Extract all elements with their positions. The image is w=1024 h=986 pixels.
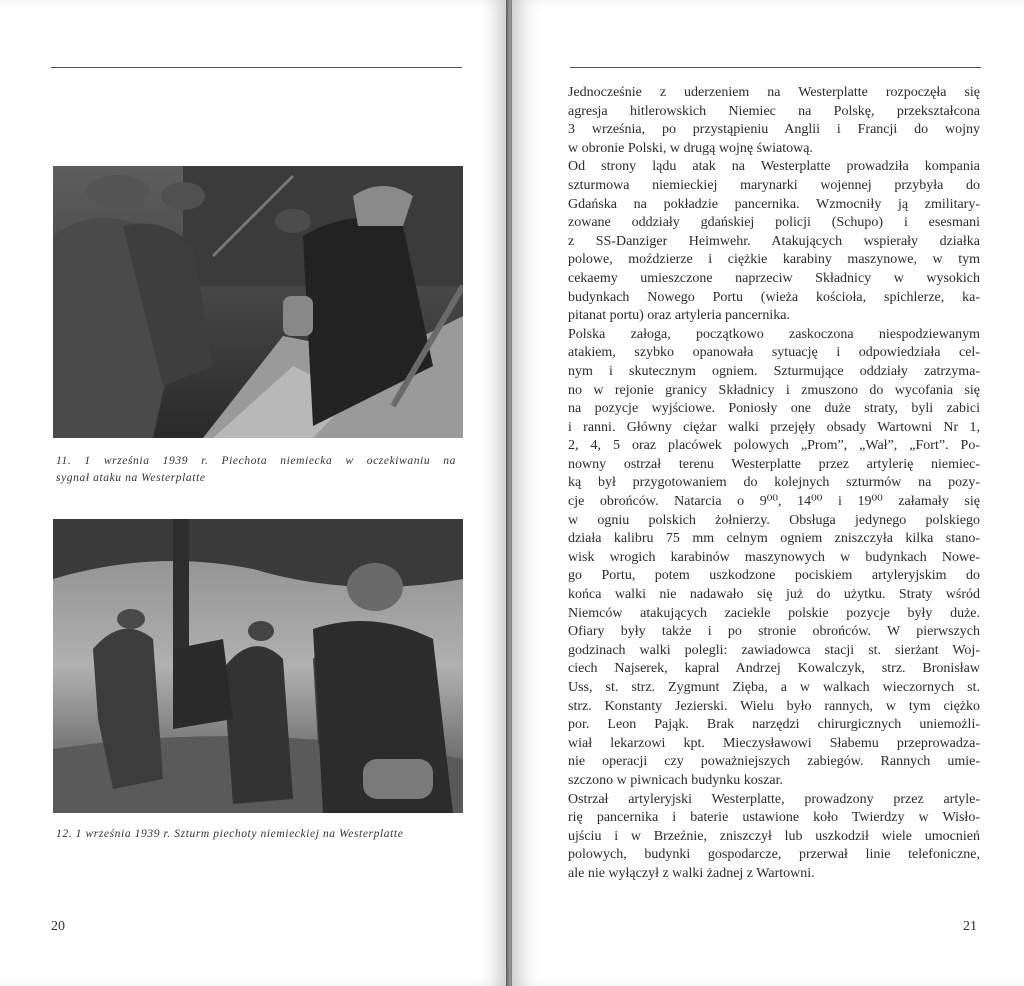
body-line: strz. Konstanty Jezierski. Wielu było rannych, w tym ciężko <box>568 698 980 714</box>
body-line: szczono w piwnicach budynku koszar. <box>568 772 783 788</box>
body-line: godzinach walki polegli: zawiadowca stacji st. sierżant Woj- <box>568 642 980 658</box>
body-line: ujściu i w Brzeźnie, zniszczył lub uszkodził wiele umocnień <box>568 828 980 844</box>
body-line: Uss, st. strz. Zygmunt Zięba, a w walkach wieczornych st. <box>568 680 980 695</box>
body-text <box>568 84 980 884</box>
body-line: Jednocześnie z uderzeniem na Westerplatte rozpoczęła się <box>568 85 980 100</box>
body-line: pitanat portu) oraz artyleria pancernika. <box>568 308 790 324</box>
body-line: nie operacji czy poważniejszych zabiegów. Rannych umie- <box>568 754 980 770</box>
photo-infantry-assault <box>53 519 463 813</box>
body-line: polowe, moździerze i ciężkie karabiny maszynowe, w tym <box>568 252 980 268</box>
body-line: w obronie Polski, w drugą wojnę światową. <box>568 140 813 156</box>
photo2-caption: 12. 1 września 1939 r. Szturm piechoty niemieckiej na Westerplatte <box>56 828 404 840</box>
body-line: Polska załoga, początkowo zaskoczona niespodziewanym <box>568 326 980 342</box>
body-line: ką był przygotowaniem do kolejnych szturmów na pozy- <box>568 475 980 491</box>
body-line: por. Leon Pająk. Brak narzędzi chirurgicznych uniemożli- <box>568 717 980 733</box>
body-line: ciech Najserek, kapral Andrzej Kowalczyk, strz. Bronisław <box>568 661 980 677</box>
body-line: nym i skutecznym ogniem. Szturmujące oddziały zatrzyma- <box>568 363 980 379</box>
body-line: cekaemy umieszczone naprzeciw Składnicy w wysokich <box>568 270 980 286</box>
body-line: Ofiary były także i po stronie obrońców. W pierwszych <box>568 624 980 640</box>
body-line: polowych, budynki gospodarcze, przerwał linie telefoniczne, <box>568 847 980 863</box>
body-line: w ogniu polskich żołnierzy. Obsługa jedynego polskiego <box>568 512 980 528</box>
photo-infantry-waiting <box>53 166 463 438</box>
body-line: Ostrzał artyleryjski Westerplatte, prowadzony przez artyle- <box>568 791 980 807</box>
body-line: cje obrońców. Natarcia o 9⁰⁰, 14⁰⁰ i 19⁰⁰ załamały się <box>568 494 980 510</box>
body-line: Od strony lądu atak na Westerplatte prowadziła kompania <box>568 159 980 175</box>
photo1-caption-line2: sygnał ataku na Westerplatte <box>56 472 206 484</box>
body-line: nowny ostrzał terenu Westerplatte przez artylerię niemiec- <box>568 456 980 472</box>
page-number-right: 21 <box>963 919 977 934</box>
page-number-left: 20 <box>51 919 65 934</box>
left-page <box>0 0 508 986</box>
photo1-caption <box>56 453 456 487</box>
body-line: na pozycje wyjściowe. Poniosły one duże straty, byli zabici <box>568 401 980 417</box>
body-line: końca walki nie nadawało się już do użytku. Straty wśród <box>568 587 980 603</box>
body-line: budynkach Nowego Portu (wieża kościoła, spichlerze, ka- <box>568 289 980 305</box>
header-rule-right <box>570 67 981 68</box>
body-line: Niemców atakujących zaciekle polskie pozycje były duże. <box>568 605 980 621</box>
body-line: z SS-Danziger Heimwehr. Atakujących wspierały działka <box>568 233 980 249</box>
body-line: i ranni. Główny ciężar walki przejęły obsady Wartowni Nr 1, <box>568 419 980 435</box>
body-line: zowane oddziały gdańskiej policji (Schupo) i esesmani <box>568 215 980 231</box>
body-line: Gdańska na pokładzie pancernika. Wzmocniły ją zmilitary- <box>568 196 980 212</box>
body-line: go Portu, potem uszkodzone pociskiem artyleryjskim do <box>568 568 980 584</box>
body-line: wisk wrogich karabinów maszynowych w budynkach Nowe- <box>568 549 980 565</box>
body-line: no w rejonie granicy Składnicy i zmuszono do wycofania się <box>568 382 980 398</box>
body-line: 3 września, po przystąpieniu Anglii i Francji do wojny <box>568 122 980 138</box>
body-line: szturmowa niemieckiej marynarki wojennej przybyła do <box>568 177 980 193</box>
photo1-caption-line1: 11. 1 września 1939 r. Piechota niemiecka w oczekiwaniu na <box>56 455 456 467</box>
body-line: ale nie wyłączył z walki żadnej z Wartowni. <box>568 865 815 881</box>
body-line: agresja hitlerowskich Niemiec na Polskę, przekształcona <box>568 103 980 119</box>
body-line: wiał lekarzowi kpt. Mieczysławowi Słabemu przeprowadza- <box>568 735 980 751</box>
body-line: działa kalibru 75 mm celnym ogniem zniszczyła kilka stano- <box>568 531 980 547</box>
body-line: rię pancernika i baterie ustawione koło Twierdzy w Wisło- <box>568 810 980 826</box>
header-rule <box>51 67 462 68</box>
body-line: 2, 4, 5 oraz placówek polowych „Prom”, „Wał”, „Fort”. Po- <box>568 438 980 454</box>
body-line: atakiem, szybko opanowała sytuację i odpowiedziała cel- <box>568 345 980 361</box>
